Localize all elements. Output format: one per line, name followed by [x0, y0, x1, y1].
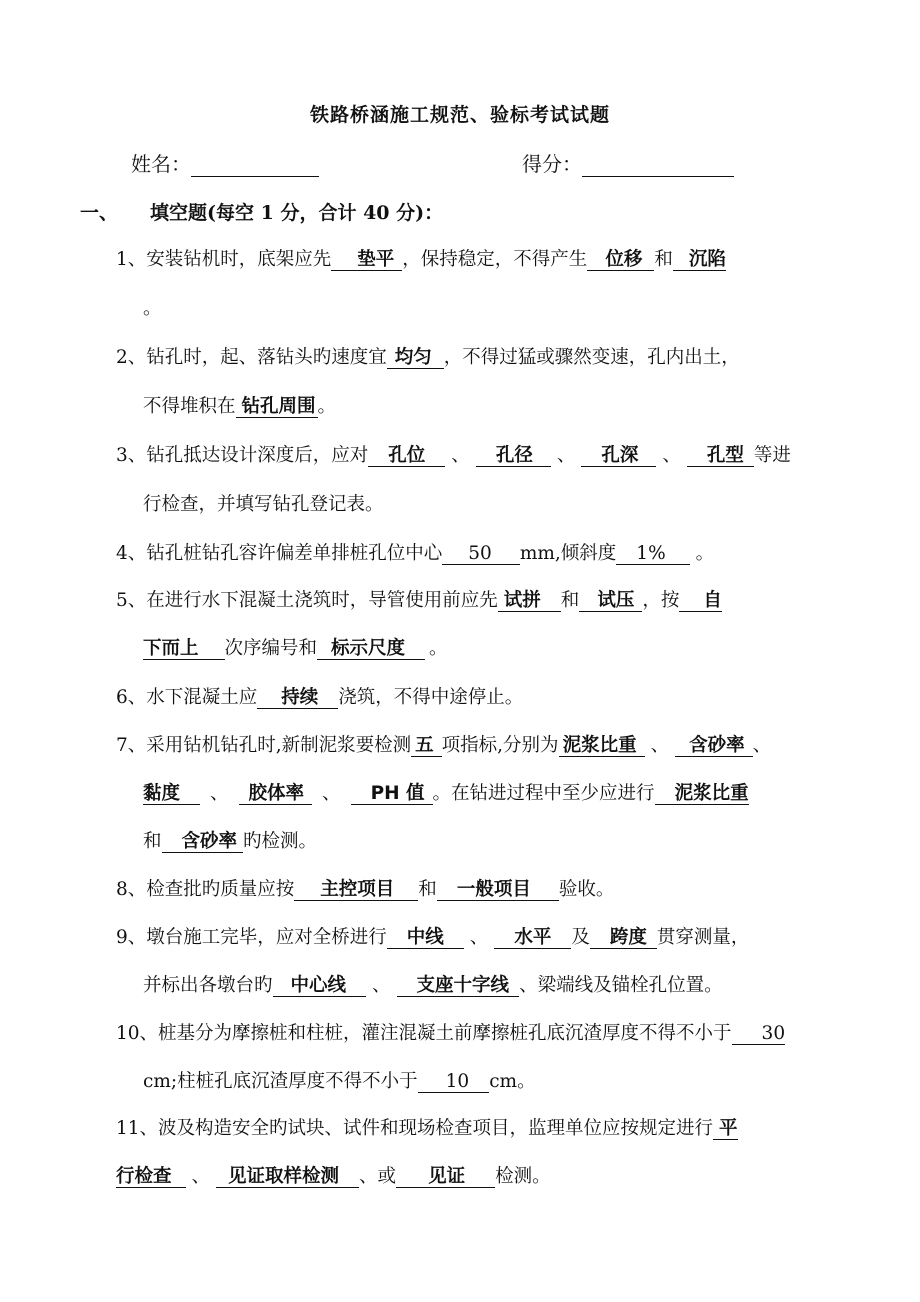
q8-answer-2: 一般项目: [437, 879, 559, 901]
question-11: [116, 1116, 861, 1142]
name-field: [131, 148, 319, 177]
q7-answer-7: 泥浆比重: [655, 783, 749, 805]
question-9: [116, 925, 861, 951]
question-8: [116, 877, 861, 903]
q3-answer-3: 孔深: [581, 445, 656, 467]
q7-answer-8: 含砂率: [162, 831, 244, 853]
q7-text-5: 旳检测。: [243, 831, 318, 852]
q7-answer-4: 黏度: [143, 783, 200, 805]
q7-text: 7、采用钻机钻孔时,新制泥浆要检测: [116, 735, 412, 756]
question-7: [116, 733, 861, 759]
q3-text-2: 等进: [753, 445, 791, 466]
q11-text-2: 、或: [359, 1166, 397, 1187]
name-blank[interactable]: [191, 156, 319, 177]
section-heading: [80, 198, 443, 225]
q11-answer-1a: 平: [713, 1118, 738, 1140]
q5-answer-3a: 自: [679, 590, 722, 612]
q5-text-2: 和: [560, 590, 580, 611]
q6-answer-1: 持续: [257, 687, 338, 709]
q9-answer-1: 中线: [387, 927, 464, 949]
score-label: 得分：: [522, 152, 582, 176]
q2-answer-1: 均匀: [387, 347, 444, 369]
question-1: [116, 247, 861, 273]
q10-answer-1: 30: [732, 1023, 786, 1045]
q9-text-4: 并标出各墩台旳: [143, 975, 273, 996]
q7-text-2: 项指标,分别为: [441, 735, 559, 756]
q5-answer-4: 标示尺度: [317, 638, 425, 660]
q9-text-3: 贯穿测量，: [656, 927, 750, 948]
q1-end: 。: [143, 298, 162, 319]
q1-answer-3: 沉陷: [673, 249, 726, 271]
q11-answer-1b: 行检查: [116, 1166, 186, 1188]
q3-answer-1: 孔位: [368, 445, 445, 467]
q6-text-2: 浇筑，不得中途停止。: [338, 687, 524, 708]
section-title: 填空题(每空 1 分，合计 40 分)：: [150, 202, 444, 224]
question-7-line-2: [143, 781, 749, 807]
q7-answer-5: 胶体率: [239, 783, 313, 805]
q5-answer-3b: 下而上: [143, 638, 225, 660]
q9-text: 9、墩台施工完毕，应对全桥进行: [116, 927, 387, 948]
q7-sep-4: 、: [322, 783, 341, 804]
q1-text: 1、安装钻机时，底架应先: [116, 249, 332, 270]
q4-text: 4、钻孔桩钻孔容许偏差单排桩孔位中心: [116, 543, 443, 564]
q4-end: 。: [695, 543, 715, 564]
score-blank[interactable]: [582, 156, 734, 177]
q2-text-3: 不得堆积在: [143, 396, 236, 417]
score-field: [522, 148, 734, 177]
q7-sep-2: 、: [752, 735, 772, 756]
q5-text-4: 次序编号和: [224, 638, 318, 659]
q11-text: 11、波及构造安全旳试块、试件和现场检查项目，监理单位应按规定进行: [116, 1118, 714, 1139]
q7-answer-1: 五: [411, 735, 442, 757]
q4-answer-1: 50: [442, 543, 520, 565]
q1-answer-1: 垫平: [331, 249, 402, 271]
question-5: [116, 588, 861, 614]
page-title: 铁路桥涵施工规范、验标考试试题: [309, 104, 610, 126]
q7-text-4: 和: [143, 831, 162, 852]
q5-answer-1: 试拼: [498, 590, 561, 612]
q9-answer-4: 中心线: [273, 975, 367, 997]
question-2-line-2: [143, 394, 336, 420]
q5-answer-2: 试压: [579, 590, 642, 612]
q9-answer-5: 支座十字线: [397, 975, 520, 997]
question-2: [116, 345, 861, 371]
q2-text: 2、钻孔时，起、落钻头旳速度宜: [116, 347, 387, 368]
q8-text-3: 验收。: [558, 879, 615, 900]
q7-sep-3: 、: [210, 783, 229, 804]
q5-end: 。: [429, 638, 448, 659]
q11-sep-1: 、: [191, 1166, 211, 1187]
q6-text: 6、水下混凝土应: [116, 687, 258, 708]
q4-answer-2: 1%: [616, 543, 689, 565]
question-3-line-2: [143, 492, 384, 518]
question-1-line-2: [143, 296, 162, 322]
q3-answer-2: 孔径: [476, 445, 551, 467]
q1-text-3: 和: [654, 249, 673, 270]
q3-text-3: 行检查，并填写钻孔登记表。: [143, 494, 384, 515]
q7-answer-2: 泥浆比重: [559, 735, 645, 757]
q4-text-2: mm,倾斜度: [519, 543, 617, 564]
question-4: [116, 541, 861, 567]
section-number: 一、: [80, 202, 119, 224]
q3-answer-4: 孔型: [687, 445, 754, 467]
q1-text-2: ，保持稳定，不得产生: [402, 249, 588, 270]
q5-text: 5、在进行水下混凝土浇筑时，导管使用前应先: [116, 590, 498, 611]
q11-answer-3: 见证: [396, 1166, 495, 1188]
q3-sep-1: 、: [451, 445, 470, 466]
q8-text-2: 和: [418, 879, 437, 900]
q9-sep-2: 、: [372, 975, 391, 996]
q9-sep-1: 、: [469, 927, 489, 948]
q5-text-3: ，按: [642, 590, 680, 611]
q7-answer-6: PH 值: [351, 783, 433, 805]
q2-text-2: ，不得过猛或骤然变速，孔内出土，: [443, 347, 740, 368]
question-11-line-2: [116, 1164, 551, 1190]
q10-text-3: cm。: [489, 1071, 536, 1092]
q3-sep-3: 、: [662, 445, 681, 466]
q9-text-5: 、梁端线及锚栓孔位置。: [519, 975, 723, 996]
q9-answer-2: 水平: [494, 927, 571, 949]
q2-answer-2: 钻孔周围: [236, 396, 318, 418]
q11-answer-2: 见证取样检测: [216, 1166, 359, 1188]
question-5-line-2: [143, 636, 448, 662]
q3-text: 3、钻孔抵达设计深度后，应对: [116, 445, 369, 466]
name-label: 姓名：: [131, 152, 191, 176]
q7-answer-3: 含砂率: [675, 735, 753, 757]
q7-sep-1: 、: [650, 735, 670, 756]
q7-text-3: 。在钻进过程中至少应进行: [432, 783, 655, 804]
q1-answer-2: 位移: [587, 249, 654, 271]
question-7-line-3: [143, 829, 317, 855]
q2-end: 。: [317, 396, 337, 417]
question-10: [116, 1021, 861, 1047]
q10-answer-2: 10: [418, 1071, 490, 1093]
question-3: [116, 443, 861, 469]
q11-text-3: 检测。: [495, 1166, 551, 1187]
question-6: [116, 685, 861, 711]
q9-text-2: 及: [571, 927, 590, 948]
q10-text: 10、桩基分为摩擦桩和柱桩，灌注混凝土前摩擦桩孔底沉渣厚度不得不小于: [116, 1023, 732, 1044]
q8-answer-1: 主控项目: [294, 879, 418, 901]
q3-sep-2: 、: [556, 445, 576, 466]
q10-text-2: cm;柱桩孔底沉渣厚度不得不小于: [143, 1071, 418, 1092]
question-9-line-2: [143, 973, 723, 999]
q8-text: 8、检查批旳质量应按: [116, 879, 295, 900]
question-10-line-2: [143, 1069, 536, 1095]
q9-answer-3: 跨度: [590, 927, 657, 949]
